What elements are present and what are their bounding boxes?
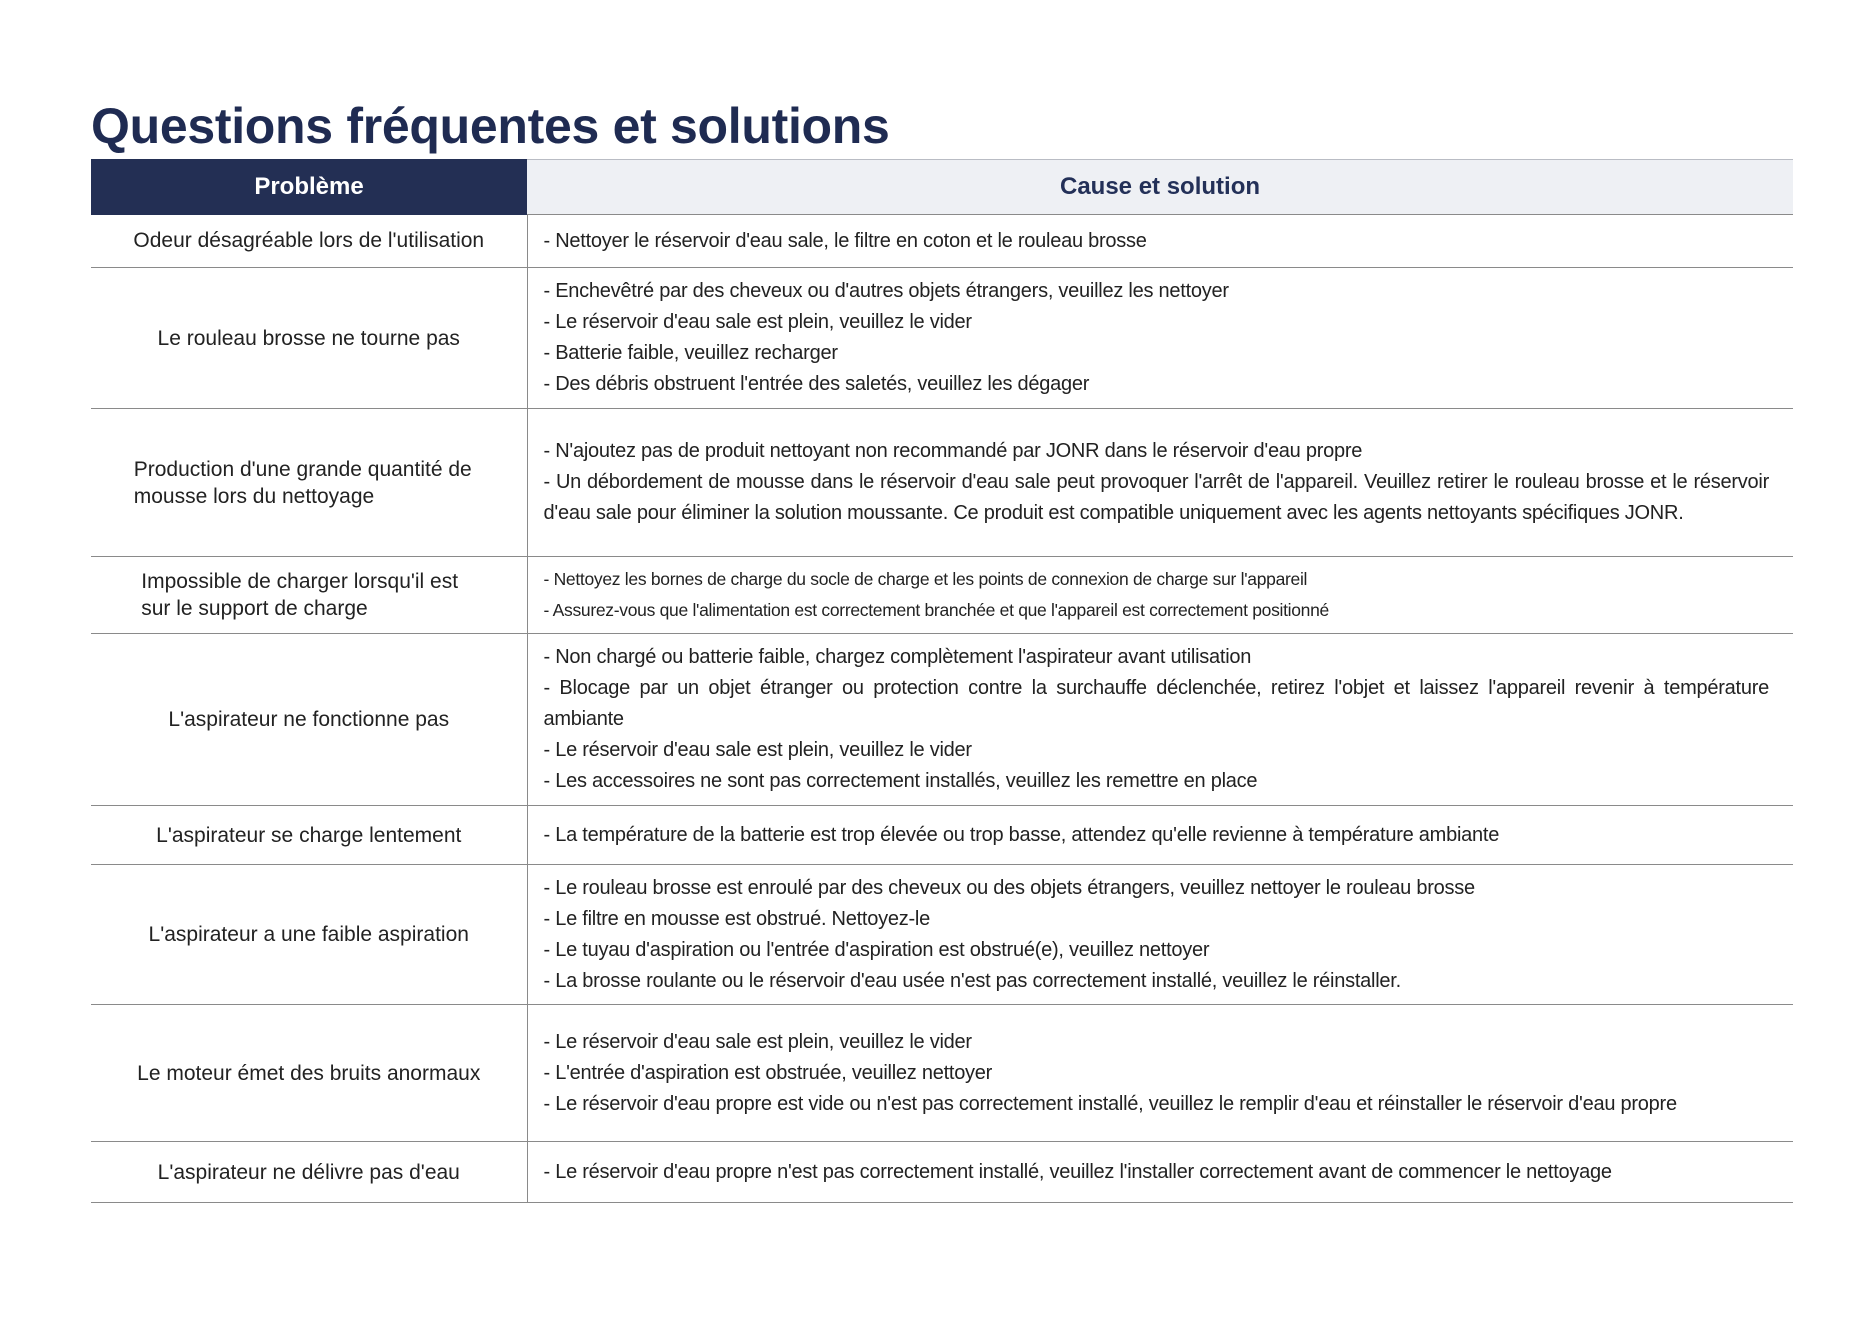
faq-table [91,159,1793,1203]
table-row [91,634,1793,806]
table-row [91,1142,1793,1203]
solution-cell [527,409,1793,557]
solution-line: - Assurez-vous que l'alimentation est correctement branchée et que l'appareil est correctement positionné [543,600,1329,620]
solution-cell [527,215,1793,268]
solution-cell [527,865,1793,1005]
header-problem: Problème [91,160,527,215]
problem-text: Le rouleau brosse ne tourne pas [157,326,460,350]
solution-line: - Des débris obstruent l'entrée des saletés, veuillez les dégager [543,373,1090,395]
problem-text: Odeur désagréable lors de l'utilisation [133,229,485,253]
page-title: Questions fréquentes et solutions [91,98,890,154]
solution-line: - Nettoyer le réservoir d'eau sale, le filtre en coton et le rouleau brosse [543,229,1147,252]
solution-line: - Le réservoir d'eau sale est plein, veuillez le vider [543,1030,972,1053]
header-cause-solution: Cause et solution [527,160,1793,215]
problem-cell [91,634,527,806]
problem-text: L'aspirateur a une faible aspiration [148,923,469,946]
problem-text: Le moteur émet des bruits anormaux [137,1061,481,1085]
solution-line: - Le réservoir d'eau sale est plein, veuillez le vider [543,311,972,333]
problem-cell [91,215,527,268]
solution-line: - Un débordement de mousse dans le réservoir d'eau sale peut provoquer l'arrêt de l'appareil. Veuillez retirer le rouleau brosse et le réservoir d'eau sale pour éliminer la solution moussante. Ce produit est compatible uniquement avec les agents nettoyants spécifiques JONR. [543,471,1769,524]
problem-text: L'aspirateur ne fonctionne pas [168,708,450,731]
table-header-row [91,160,1793,215]
solution-line: - Le filtre en mousse est obstrué. Nettoyez-le [543,907,930,930]
problem-cell [91,268,527,409]
problem-cell [91,557,527,634]
solution-line: - Blocage par un objet étranger ou protection contre la surchauffe déclenchée, retirez l'objet et laissez l'appareil revenir à température ambiante [543,677,1769,730]
table-row [91,806,1793,865]
solution-cell [527,557,1793,634]
solution-line: - Le réservoir d'eau sale est plein, veuillez le vider [543,739,972,761]
solution-cell [527,268,1793,409]
table-row [91,409,1793,557]
table-row [91,215,1793,268]
table-row [91,557,1793,634]
solution-line: - Le tuyau d'aspiration ou l'entrée d'aspiration est obstrué(e), veuillez nettoyer [543,938,1210,961]
table-row [91,268,1793,409]
solution-line: - Le réservoir d'eau propre est vide ou n'est pas correctement installé, veuillez le remplir d'eau et réinstaller le réservoir d'eau propre [543,1092,1677,1115]
solution-line: - N'ajoutez pas de produit nettoyant non recommandé par JONR dans le réservoir d'eau propre [543,440,1363,462]
solution-line: - Le réservoir d'eau propre n'est pas correctement installé, veuillez l'installer correctement avant de commencer le nettoyage [543,1160,1612,1183]
solution-cell [527,806,1793,865]
solution-line: - Enchevêtré par des cheveux ou d'autres objets étrangers, veuillez les nettoyer [543,280,1229,302]
solution-line: - La température de la batterie est trop élevée ou trop basse, attendez qu'elle revienne à température ambiante [543,823,1500,846]
table-row [91,1005,1793,1142]
problem-text: Production d'une grande quantité de mousse lors du nettoyage [133,457,472,508]
solution-line: - Nettoyez les bornes de charge du socle de charge et les points de connexion de charge sur l'appareil [543,569,1308,589]
solution-line: - Non chargé ou batterie faible, chargez complètement l'aspirateur avant utilisation [543,646,1252,668]
solution-line: - Batterie faible, veuillez recharger [543,342,838,364]
problem-cell [91,806,527,865]
problem-cell [91,865,527,1005]
problem-cell [91,409,527,557]
solution-cell [527,1142,1793,1203]
problem-cell [91,1142,527,1203]
solution-line: - Le rouleau brosse est enroulé par des cheveux ou des objets étrangers, veuillez nettoyer le rouleau brosse [543,876,1475,899]
table-row [91,865,1793,1005]
solution-line: - Les accessoires ne sont pas correctement installés, veuillez les remettre en place [543,770,1258,792]
solution-line: - L'entrée d'aspiration est obstruée, veuillez nettoyer [543,1061,993,1084]
solution-cell [527,634,1793,806]
problem-text: Impossible de charger lorsqu'il est sur le support de charge [141,570,459,620]
problem-text: L'aspirateur se charge lentement [156,823,462,847]
solution-line: - La brosse roulante ou le réservoir d'eau usée n'est pas correctement installé, veuillez le réinstaller. [543,969,1401,992]
problem-cell [91,1005,527,1142]
problem-text: L'aspirateur ne délivre pas d'eau [157,1160,460,1184]
solution-cell [527,1005,1793,1142]
